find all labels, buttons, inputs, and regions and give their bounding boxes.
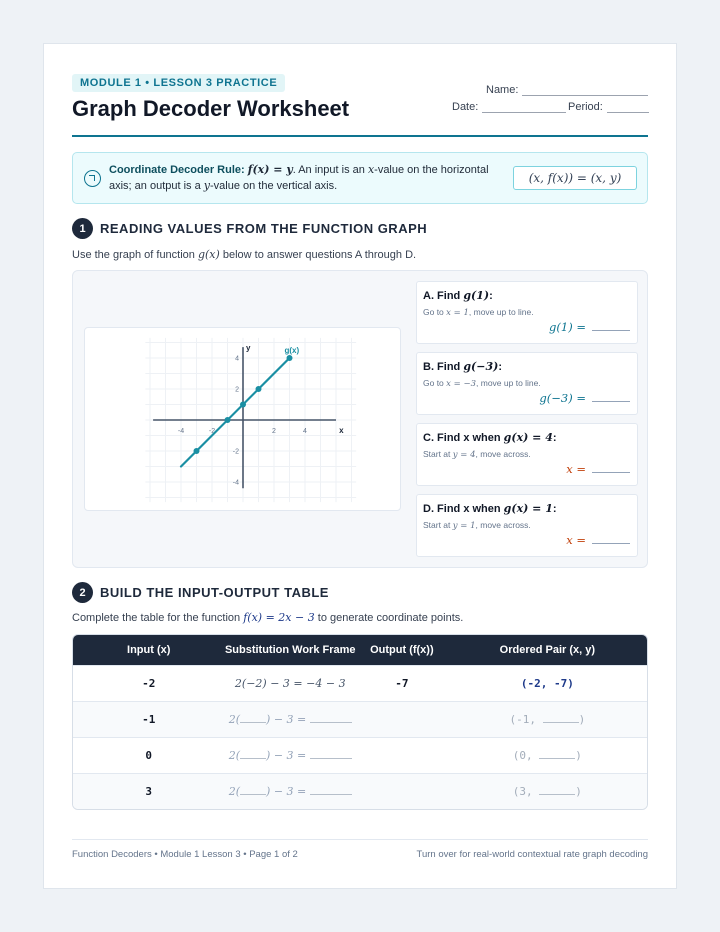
q-title-end: : <box>552 503 557 515</box>
pair-start: (3, <box>512 785 540 798</box>
period-label: Period: <box>568 101 603 113</box>
output-cell: -7 <box>395 677 409 690</box>
q-hint-text: Start at <box>423 520 453 530</box>
q-hint-end: , move across. <box>475 449 531 459</box>
input-cell: -1 <box>142 713 156 726</box>
answer-blank[interactable] <box>592 322 630 331</box>
sub-end: ) − 3 = <box>266 713 307 726</box>
q-hint-end: , move up to line. <box>476 378 541 388</box>
q-hint-math: x = 1 <box>446 308 469 318</box>
section-2-sub-1: Complete the table for the function <box>72 612 244 624</box>
page-title: Graph Decoder Worksheet <box>72 96 350 121</box>
question-c-hint <box>423 449 531 460</box>
section-1-fn: g(x) <box>197 248 220 261</box>
pair-end: ) <box>575 749 582 762</box>
q-hint-end: , move across. <box>475 520 531 530</box>
sub-blank[interactable] <box>240 750 266 759</box>
q-title-math: g(1) <box>463 289 490 302</box>
rule-y-var: y <box>203 179 210 192</box>
pair-blank[interactable] <box>543 714 579 723</box>
function-point <box>225 417 231 423</box>
function-graph-card <box>84 327 401 511</box>
footer-divider <box>72 839 648 840</box>
section-1-number: 1 <box>72 218 93 239</box>
rule-label: Coordinate Decoder Rule: <box>109 164 245 176</box>
q-title-text: D. Find x when <box>423 503 504 515</box>
function-point <box>256 386 262 392</box>
header-divider <box>72 135 648 137</box>
section-2-sub-2: to generate coordinate points. <box>314 612 464 624</box>
q-title-text: A. Find <box>423 290 464 302</box>
q-title-math: g(x) = 1 <box>503 502 553 515</box>
decoder-rule-box <box>72 152 648 204</box>
input-cell: -2 <box>142 677 156 690</box>
pair-end: ) <box>575 785 582 798</box>
graph-question-area <box>72 270 648 568</box>
pair-blank[interactable] <box>539 750 575 759</box>
question-a-card <box>416 281 638 344</box>
substitution-cell: 2(−2) − 3 = −4 − 3 <box>234 677 346 690</box>
x-tick-label: -2 <box>208 428 216 435</box>
header-ordered-pair: Ordered Pair (x, y) <box>499 644 596 656</box>
series-label: g(x) <box>284 346 300 355</box>
name-field[interactable] <box>486 84 648 96</box>
function-point <box>240 402 246 408</box>
answer-label: g(1) = <box>549 320 586 334</box>
result-blank[interactable] <box>310 750 352 759</box>
name-label: Name: <box>486 84 519 96</box>
sub-blank[interactable] <box>240 786 266 795</box>
answer-label: g(−3) = <box>539 391 586 405</box>
section-1-title: READING VALUES FROM THE FUNCTION GRAPH <box>100 221 428 236</box>
sub-end: ) − 3 = <box>266 785 307 798</box>
x-tick-label: -4 <box>177 428 185 435</box>
table-row <box>73 665 647 701</box>
q-hint-math: y = 1 <box>452 521 476 531</box>
question-b-hint <box>423 378 541 389</box>
q-title-math: g(−3) <box>463 360 499 373</box>
q-hint-text: Go to <box>423 307 447 317</box>
section-1-sub-2: below to answer questions A through D. <box>219 249 417 261</box>
footer-left: Function Decoders • Module 1 Lesson 3 • Page 1 of 2 <box>72 849 298 860</box>
q-title-end: : <box>489 290 493 302</box>
answer-blank[interactable] <box>592 464 630 473</box>
function-graph <box>85 328 402 512</box>
sub-end: ) − 3 = <box>266 749 307 762</box>
q-hint-end: , move up to line. <box>468 307 534 317</box>
ordered-pair-cell[interactable] <box>448 785 647 798</box>
table-row <box>73 773 647 809</box>
question-d-hint <box>423 520 531 531</box>
table-row <box>73 737 647 773</box>
worksheet-page <box>43 43 677 889</box>
ordered-pair-cell[interactable] <box>448 749 647 762</box>
substitution-cell[interactable] <box>224 749 356 762</box>
x-tick-label: 4 <box>303 428 307 435</box>
ordered-pair-cell: (-2, -7) <box>520 677 574 690</box>
section-2-instructions <box>72 611 463 624</box>
answer-label: x = <box>566 462 586 476</box>
section-1-heading <box>72 218 427 239</box>
section-1-sub-1: Use the graph of function <box>72 249 198 261</box>
compass-icon <box>84 170 101 187</box>
input-output-table <box>72 634 648 810</box>
y-axis-label: y <box>246 343 251 353</box>
input-cell: 0 <box>145 749 153 762</box>
answer-blank[interactable] <box>592 393 630 402</box>
header-input: Input (x) <box>127 644 171 656</box>
y-tick-label: 4 <box>235 355 239 363</box>
section-1-instructions <box>72 248 416 261</box>
question-b-card <box>416 352 638 415</box>
lesson-tag: MODULE 1 • LESSON 3 PRACTICE <box>72 74 285 92</box>
input-cell: 3 <box>145 785 153 798</box>
rule-text-1: . An input is an <box>292 164 368 176</box>
footer-right: Turn over for real-world contextual rate graph decoding <box>416 849 648 860</box>
table-header-row <box>73 635 647 665</box>
question-b-answer[interactable] <box>539 391 630 405</box>
date-field[interactable] <box>452 101 566 113</box>
rule-formula-inline: f(x) = y <box>247 163 293 176</box>
pair-start: (-1, <box>509 713 543 726</box>
pair-blank[interactable] <box>539 786 575 795</box>
sub-blank[interactable] <box>240 714 266 723</box>
period-field[interactable] <box>568 101 649 113</box>
section-2-number: 2 <box>72 582 93 603</box>
header-substitution: Substitution Work Frame <box>224 644 356 656</box>
substitution-cell[interactable] <box>224 785 356 798</box>
question-c-title <box>423 431 557 444</box>
q-title-text: B. Find <box>423 361 464 373</box>
question-c-answer[interactable] <box>566 462 630 476</box>
rule-text-3: -value on the vertical axis. <box>210 180 338 192</box>
question-b-title <box>423 360 502 373</box>
q-hint-text: Start at <box>423 449 453 459</box>
question-d-answer[interactable] <box>566 533 630 547</box>
x-tick-label: 2 <box>272 428 276 435</box>
answer-label: x = <box>566 533 586 547</box>
q-title-math: g(x) = 4 <box>503 431 553 444</box>
question-d-card <box>416 494 638 557</box>
question-a-answer[interactable] <box>549 320 630 334</box>
y-tick-label: 2 <box>235 386 239 394</box>
ordered-pair-cell[interactable] <box>448 713 647 726</box>
sub-start: 2( <box>228 749 241 762</box>
pair-start: (0, <box>512 749 540 762</box>
answer-blank[interactable] <box>592 535 630 544</box>
y-tick-label: -4 <box>232 479 239 487</box>
rule-formula-box: (x, f(x)) = (x, y) <box>513 166 637 190</box>
question-c-card <box>416 423 638 486</box>
rule-text-2: -value on the horizontal axis; an output is a <box>109 164 489 192</box>
q-hint-math: x = −3 <box>446 379 477 389</box>
table-row <box>73 701 647 737</box>
sub-start: 2( <box>228 713 241 726</box>
rule-x-var: x <box>367 163 375 176</box>
substitution-cell[interactable] <box>224 713 356 726</box>
y-tick-label: -2 <box>232 448 239 456</box>
header-output: Output (f(x)) <box>370 644 434 656</box>
section-2-title: BUILD THE INPUT-OUTPUT TABLE <box>100 585 329 600</box>
x-axis-label: x <box>339 426 344 435</box>
q-title-text: C. Find x when <box>423 432 504 444</box>
pair-end: ) <box>578 713 586 726</box>
q-title-end: : <box>552 432 557 444</box>
section-2-heading <box>72 582 329 603</box>
sub-start: 2( <box>228 785 241 798</box>
function-point <box>287 355 293 361</box>
question-a-hint <box>423 307 534 318</box>
result-blank[interactable] <box>310 714 352 723</box>
result-blank[interactable] <box>310 786 352 795</box>
q-hint-math: y = 4 <box>452 450 476 460</box>
decoder-rule-text <box>109 162 509 194</box>
q-hint-text: Go to <box>423 378 447 388</box>
date-label: Date: <box>452 101 479 113</box>
function-point <box>194 448 200 454</box>
q-title-end: : <box>498 361 502 373</box>
section-2-fn: f(x) = 2x − 3 <box>243 611 315 624</box>
question-d-title <box>423 502 557 515</box>
question-a-title <box>423 289 493 302</box>
